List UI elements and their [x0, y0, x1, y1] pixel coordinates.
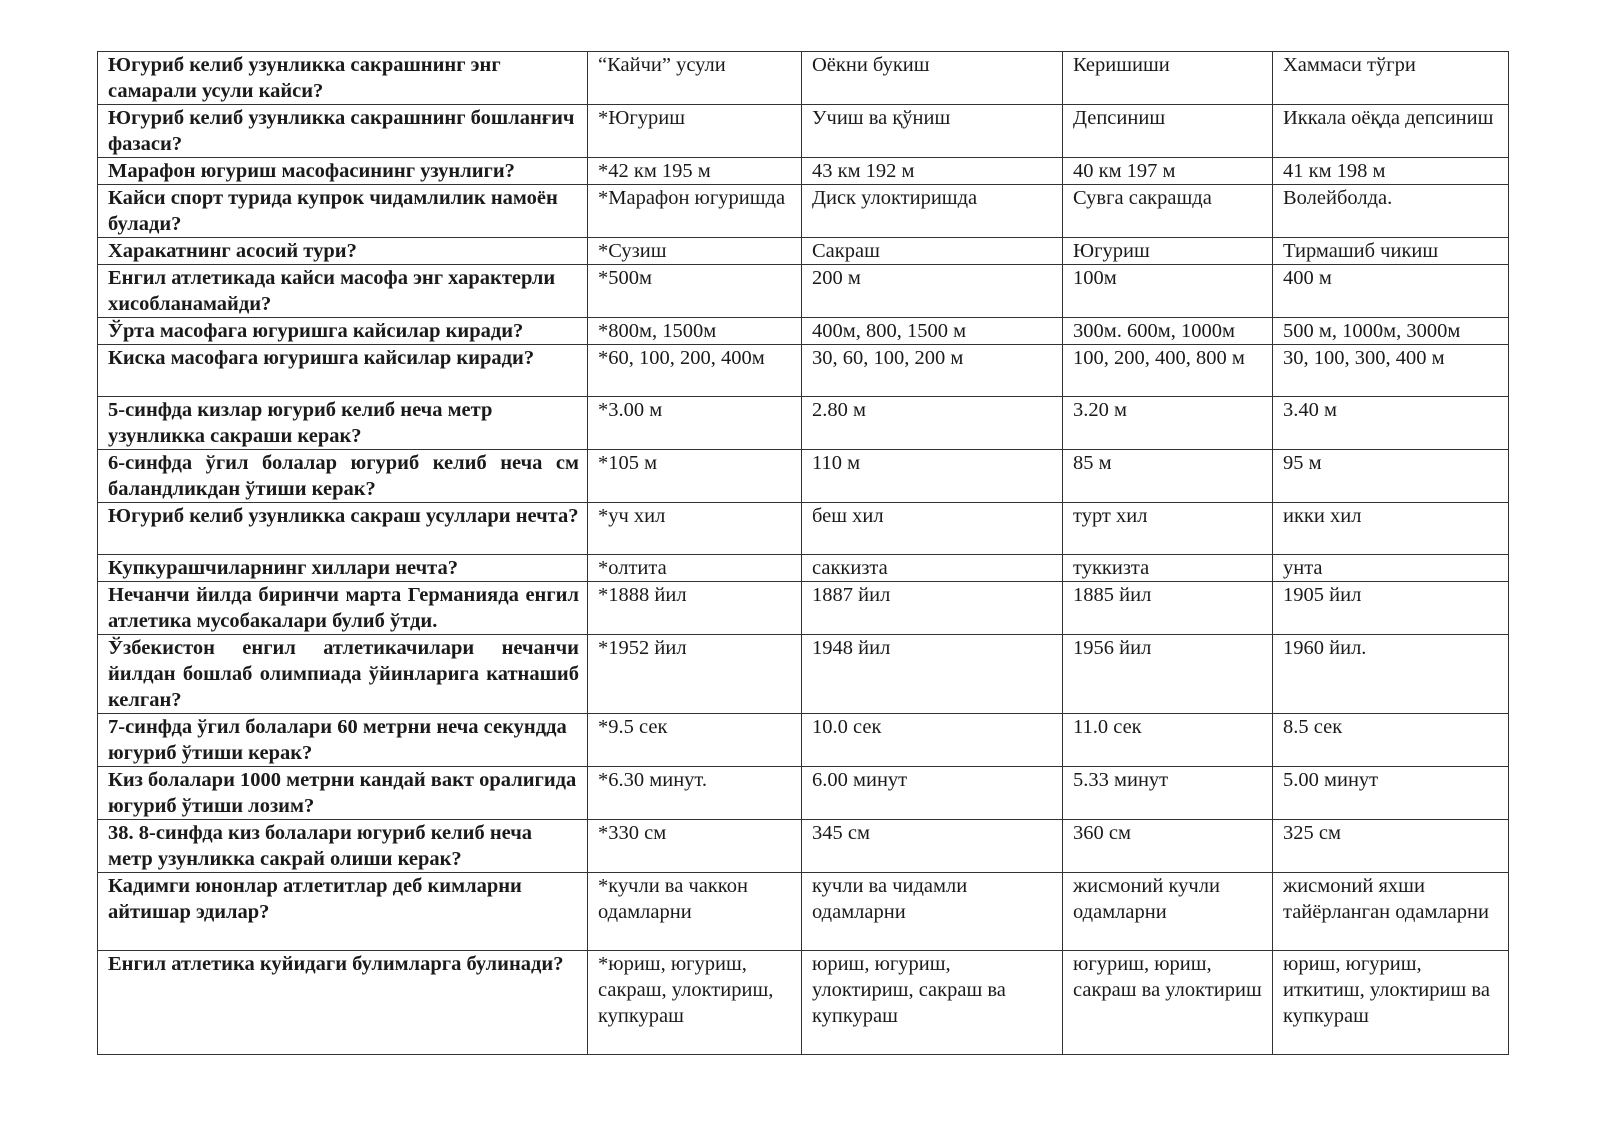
table-row [98, 503, 1509, 555]
table-row [98, 185, 1509, 238]
table-row [98, 555, 1509, 582]
question-cell: Купкурашчиларнинг хиллари нечта? [98, 555, 588, 582]
answer-cell: Тирмашиб чикиш [1273, 238, 1509, 265]
answer-cell-correct: *500м [588, 265, 802, 318]
answer-cell-correct: *800м, 1500м [588, 318, 802, 345]
table-row [98, 714, 1509, 767]
answer-cell: жисмоний кучли одамларни [1063, 873, 1273, 951]
question-cell: Кайси спорт турида купрок чидамлилик намоён булади? [98, 185, 588, 238]
answer-cell: 40 км 197 м [1063, 158, 1273, 185]
answer-cell: 345 см [802, 820, 1063, 873]
question-cell: 5-синфда кизлар югуриб келиб неча метр узунликка сакраши керак? [98, 397, 588, 450]
answer-cell-correct: *6.30 минут. [588, 767, 802, 820]
question-cell: Киз болалари 1000 метрни кандай вакт оралигида югуриб ўтиши лозим? [98, 767, 588, 820]
answer-cell: 1948 йил [802, 635, 1063, 714]
answer-cell-correct: *1952 йил [588, 635, 802, 714]
table-row [98, 635, 1509, 714]
answer-cell: 3.20 м [1063, 397, 1273, 450]
answer-cell-correct: *Югуриш [588, 105, 802, 158]
table-row [98, 345, 1509, 397]
question-cell: Кадимги юнонлар атлетитлар деб кимларни айтишар эдилар? [98, 873, 588, 951]
answer-cell: 8.5 сек [1273, 714, 1509, 767]
table-row [98, 105, 1509, 158]
answer-cell: Волейболда. [1273, 185, 1509, 238]
answer-cell-correct: *юриш, югуриш, сакраш, улоктириш, купкураш [588, 951, 802, 1055]
answer-cell: Учиш ва қўниш [802, 105, 1063, 158]
answer-cell: 1887 йил [802, 582, 1063, 635]
answer-cell: 10.0 сек [802, 714, 1063, 767]
table-row [98, 158, 1509, 185]
question-cell: Югуриб келиб узунликка сакрашнинг бошланғич фазаси? [98, 105, 588, 158]
answer-cell-correct: *1888 йил [588, 582, 802, 635]
answer-cell: Сувга сакрашда [1063, 185, 1273, 238]
answer-cell: кучли ва чидамли одамларни [802, 873, 1063, 951]
table-row [98, 52, 1509, 105]
table-row [98, 820, 1509, 873]
answer-cell: 200 м [802, 265, 1063, 318]
answer-cell-correct: *Марафон югуришда [588, 185, 802, 238]
answer-cell: Керишиши [1063, 52, 1273, 105]
answer-cell: 100, 200, 400, 800 м [1063, 345, 1273, 397]
quiz-table-body [98, 52, 1509, 1055]
answer-cell: 110 м [802, 450, 1063, 503]
answer-cell: Диск улоктиришда [802, 185, 1063, 238]
answer-cell: 95 м [1273, 450, 1509, 503]
answer-cell: турт хил [1063, 503, 1273, 555]
answer-cell: 400 м [1273, 265, 1509, 318]
table-row [98, 873, 1509, 951]
answer-cell: Депсиниш [1063, 105, 1273, 158]
question-cell: 6-синфда ўгил болалар югуриб келиб неча см баландликдан ўтиши керак? [98, 450, 588, 503]
question-cell: Марафон югуриш масофасининг узунлиги? [98, 158, 588, 185]
question-cell: Харакатнинг асосий тури? [98, 238, 588, 265]
answer-cell: Оёкни букиш [802, 52, 1063, 105]
table-row [98, 265, 1509, 318]
answer-cell: Югуриш [1063, 238, 1273, 265]
answer-cell: 360 см [1063, 820, 1273, 873]
question-cell: 7-синфда ўгил болалари 60 метрни неча секундда югуриб ўтиши керак? [98, 714, 588, 767]
answer-cell-correct: *330 см [588, 820, 802, 873]
answer-cell-correct: “Кайчи” усули [588, 52, 802, 105]
answer-cell: 30, 100, 300, 400 м [1273, 345, 1509, 397]
answer-cell-correct: *олтита [588, 555, 802, 582]
answer-cell: 100м [1063, 265, 1273, 318]
question-cell: Ўзбекистон енгил атлетикачилари нечанчи йилдан бошлаб олимпиада ўйинларига катнашиб келган? [98, 635, 588, 714]
answer-cell-correct: *3.00 м [588, 397, 802, 450]
table-row [98, 582, 1509, 635]
answer-cell: 400м, 800, 1500 м [802, 318, 1063, 345]
question-cell: Югуриб келиб узунликка сакрашнинг энг самарали усули кайси? [98, 52, 588, 105]
answer-cell-correct: *кучли ва чаккон одамларни [588, 873, 802, 951]
answer-cell: 3.40 м [1273, 397, 1509, 450]
answer-cell-correct: *уч хил [588, 503, 802, 555]
answer-cell: 43 км 192 м [802, 158, 1063, 185]
question-cell: 38. 8-синфда киз болалари югуриб келиб неча метр узунликка сакрай олиши керак? [98, 820, 588, 873]
answer-cell: юриш, югуриш, иткитиш, улоктириш ва купкураш [1273, 951, 1509, 1055]
answer-cell: 85 м [1063, 450, 1273, 503]
answer-cell-correct: *105 м [588, 450, 802, 503]
answer-cell: 325 см [1273, 820, 1509, 873]
answer-cell: 1885 йил [1063, 582, 1273, 635]
answer-cell: 41 км 198 м [1273, 158, 1509, 185]
answer-cell-correct: *9.5 сек [588, 714, 802, 767]
table-row [98, 318, 1509, 345]
answer-cell: Сакраш [802, 238, 1063, 265]
question-cell: Нечанчи йилда биринчи марта Германияда енгил атлетика мусобакалари булиб ўтди. [98, 582, 588, 635]
answer-cell: 5.00 минут [1273, 767, 1509, 820]
table-row [98, 450, 1509, 503]
answer-cell: 500 м, 1000м, 3000м [1273, 318, 1509, 345]
answer-cell: 1905 йил [1273, 582, 1509, 635]
answer-cell: 30, 60, 100, 200 м [802, 345, 1063, 397]
table-row [98, 397, 1509, 450]
answer-cell: юриш, югуриш, улоктириш, сакраш ва купкураш [802, 951, 1063, 1055]
answer-cell: 11.0 сек [1063, 714, 1273, 767]
table-row [98, 767, 1509, 820]
answer-cell: 5.33 минут [1063, 767, 1273, 820]
answer-cell: икки хил [1273, 503, 1509, 555]
quiz-table [97, 51, 1509, 1055]
answer-cell-correct: *60, 100, 200, 400м [588, 345, 802, 397]
answer-cell: жисмоний яхши тайёрланган одамларни [1273, 873, 1509, 951]
answer-cell: Хаммаси тўгри [1273, 52, 1509, 105]
question-cell: Енгил атлетика куйидаги булимларга булинади? [98, 951, 588, 1055]
question-cell: Югуриб келиб узунликка сакраш усуллари нечта? [98, 503, 588, 555]
answer-cell: саккизта [802, 555, 1063, 582]
answer-cell: югуриш, юриш, сакраш ва улоктириш [1063, 951, 1273, 1055]
answer-cell: беш хил [802, 503, 1063, 555]
question-cell: Киска масофага югуришга кайсилар киради? [98, 345, 588, 397]
table-row [98, 951, 1509, 1055]
answer-cell: 1956 йил [1063, 635, 1273, 714]
table-row [98, 238, 1509, 265]
answer-cell: 300м. 600м, 1000м [1063, 318, 1273, 345]
answer-cell: 6.00 минут [802, 767, 1063, 820]
answer-cell-correct: *Сузиш [588, 238, 802, 265]
answer-cell: 1960 йил. [1273, 635, 1509, 714]
answer-cell: унта [1273, 555, 1509, 582]
answer-cell: туккизта [1063, 555, 1273, 582]
answer-cell-correct: *42 км 195 м [588, 158, 802, 185]
question-cell: Енгил атлетикада кайси масофа энг характерли хисобланамайди? [98, 265, 588, 318]
question-cell: Ўрта масофага югуришга кайсилар киради? [98, 318, 588, 345]
answer-cell: Иккала оёқда депсиниш [1273, 105, 1509, 158]
answer-cell: 2.80 м [802, 397, 1063, 450]
